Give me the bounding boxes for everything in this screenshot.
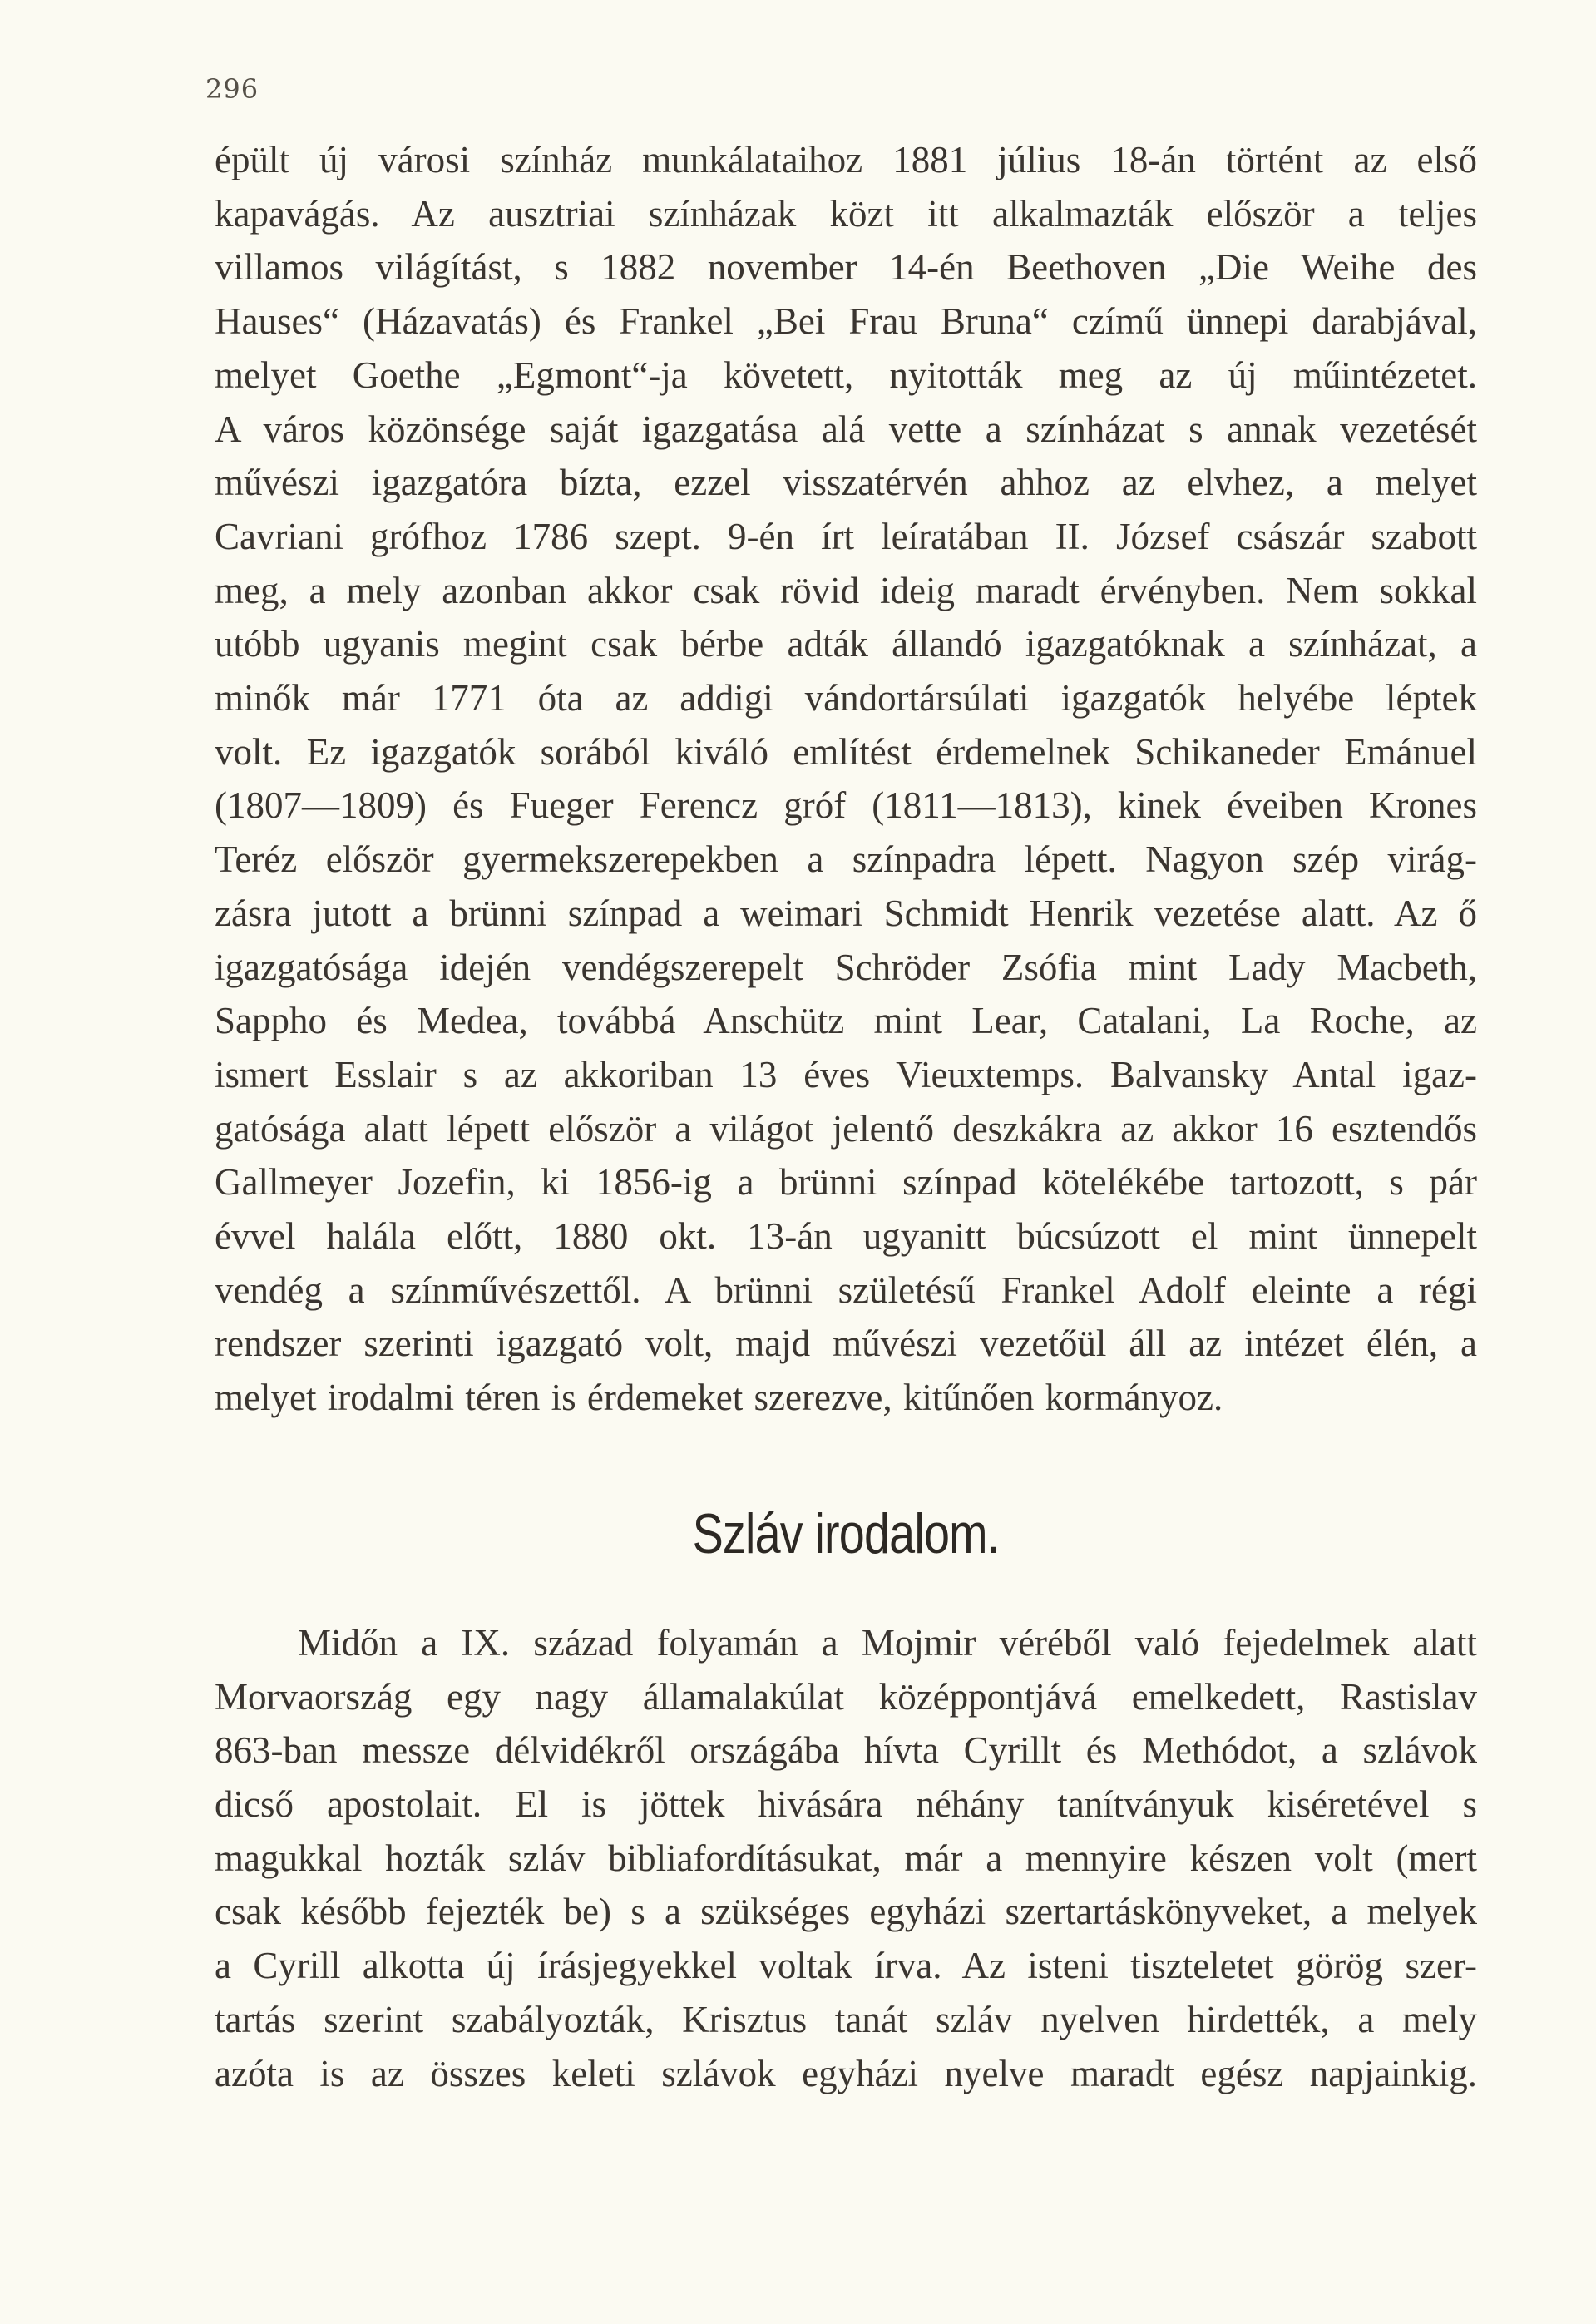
text-line: utóbb ugyanis megint csak bérbe adták állandó igazgatóknak a színházat, a [215, 623, 1477, 665]
text-line: melyet irodalmi téren is érdemeket szerezve, kitűnően kormányoz. [215, 1377, 1223, 1419]
text-line: igazgatósága idején vendégszerepelt Schröder Zsófia mint Lady Macbeth, [215, 946, 1477, 988]
text-column [215, 133, 1477, 2100]
text-line: Midőn a IX. század folyamán a Mojmir véréből való fejedelmek alatt [298, 1621, 1477, 1664]
text-line: Teréz először gyermekszerepekben a színpadra lépett. Nagyon szép virág- [215, 838, 1477, 881]
text-line: meg, a mely azonban akkor csak rövid ideig maradt érvényben. Nem sokkal [215, 569, 1477, 611]
text-line: a Cyrill alkotta új írásjegyekkel voltak írva. Az isteni tiszteletet görög szer- [215, 1945, 1477, 1987]
paragraph-theatre-history [215, 133, 1477, 1425]
section-heading: Szláv irodalom. [692, 1501, 1000, 1565]
text-line: Gallmeyer Jozefin, ki 1856-ig a brünni színpad kötelékébe tartozott, s pár [215, 1161, 1477, 1204]
text-line: évvel halála előtt, 1880 okt. 13-án ugyanitt búcsúzott el mint ünnepelt [215, 1215, 1477, 1258]
text-line: magukkal hozták szláv bibliafordításukat, már a mennyire készen volt (mert [215, 1837, 1477, 1879]
text-line: ismert Esslair s az akkoriban 13 éves Vieuxtemps. Balvansky Antal igaz- [215, 1053, 1477, 1095]
text-line: művészi igazgatóra bízta, ezzel visszatérvén ahhoz az elvhez, a melyet [215, 462, 1477, 504]
text-line: Sappho és Medea, továbbá Anschütz mint Lear, Catalani, La Roche, az [215, 1000, 1477, 1042]
text-line: Cavriani grófhoz 1786 szept. 9-én írt leíratában II. József császár szabott [215, 515, 1477, 557]
text-line: csak később fejezték be) s a szükséges egyházi szertartáskönyveket, a melyek [215, 1891, 1477, 1933]
text-line: gatósága alatt lépett először a világot jelentő deszkákra az akkor 16 esztendős [215, 1107, 1477, 1150]
text-line: A város közönsége saját igazgatása alá vette a színházat s annak vezetését [215, 408, 1477, 450]
text-line: Morvaország egy nagy államalakúlat középpontjává emelkedett, Rastislav [215, 1675, 1477, 1718]
text-line: 863-ban messze délvidékről országába hívta Cyrillt és Methódot, a szlávok [215, 1729, 1477, 1772]
text-line: épült új városi színház munkálataihoz 1881 július 18-án történt az első [215, 139, 1477, 180]
text-line: dicső apostolait. El is jöttek hivására néhány tanítványuk kiséretével s [215, 1783, 1477, 1825]
text-line: villamos világítást, s 1882 november 14-én Beethoven „Die Weihe des [215, 246, 1477, 289]
text-line: minők már 1771 óta az addigi vándortársúlati igazgatók helyébe léptek [215, 677, 1477, 719]
text-line: Hauses“ (Házavatás) és Frankel „Bei Frau Bruna“ czímű ünnepi darabjával, [215, 300, 1477, 343]
text-line: zásra jutott a brünni színpad a weimari Schmidt Henrik vezetése alatt. Az ő [215, 892, 1477, 934]
text-line: kapavágás. Az ausztriai színházak közt itt alkalmazták először a teljes [215, 192, 1477, 235]
text-line: rendszer szerinti igazgató volt, majd művészi vezetőül áll az intézet élén, a [215, 1323, 1477, 1365]
text-line: tartás szerint szabályozták, Krisztus tanát szláv nyelven hirdették, a mely [215, 1998, 1477, 2040]
text-line: (1807—1809) és Fueger Ferencz gróf (1811—1813), kinek éveiben Krones [215, 784, 1477, 827]
text-line: azóta is az összes keleti szlávok egyházi nyelve maradt egész napjainkig. [215, 2052, 1477, 2094]
text-line: volt. Ez igazgatók sorából kiváló említést érdemelnek Schikaneder Emánuel [215, 730, 1477, 773]
text-line: melyet Goethe „Egmont“-ja követett, nyitották meg az új műintézetet. [215, 354, 1477, 396]
page-number: 296 [205, 73, 259, 105]
text-line: vendég a színművészettől. A brünni születésű Frankel Adolf eleinte a régi [215, 1268, 1477, 1311]
paragraph-slavic-literature [215, 1616, 1477, 2100]
